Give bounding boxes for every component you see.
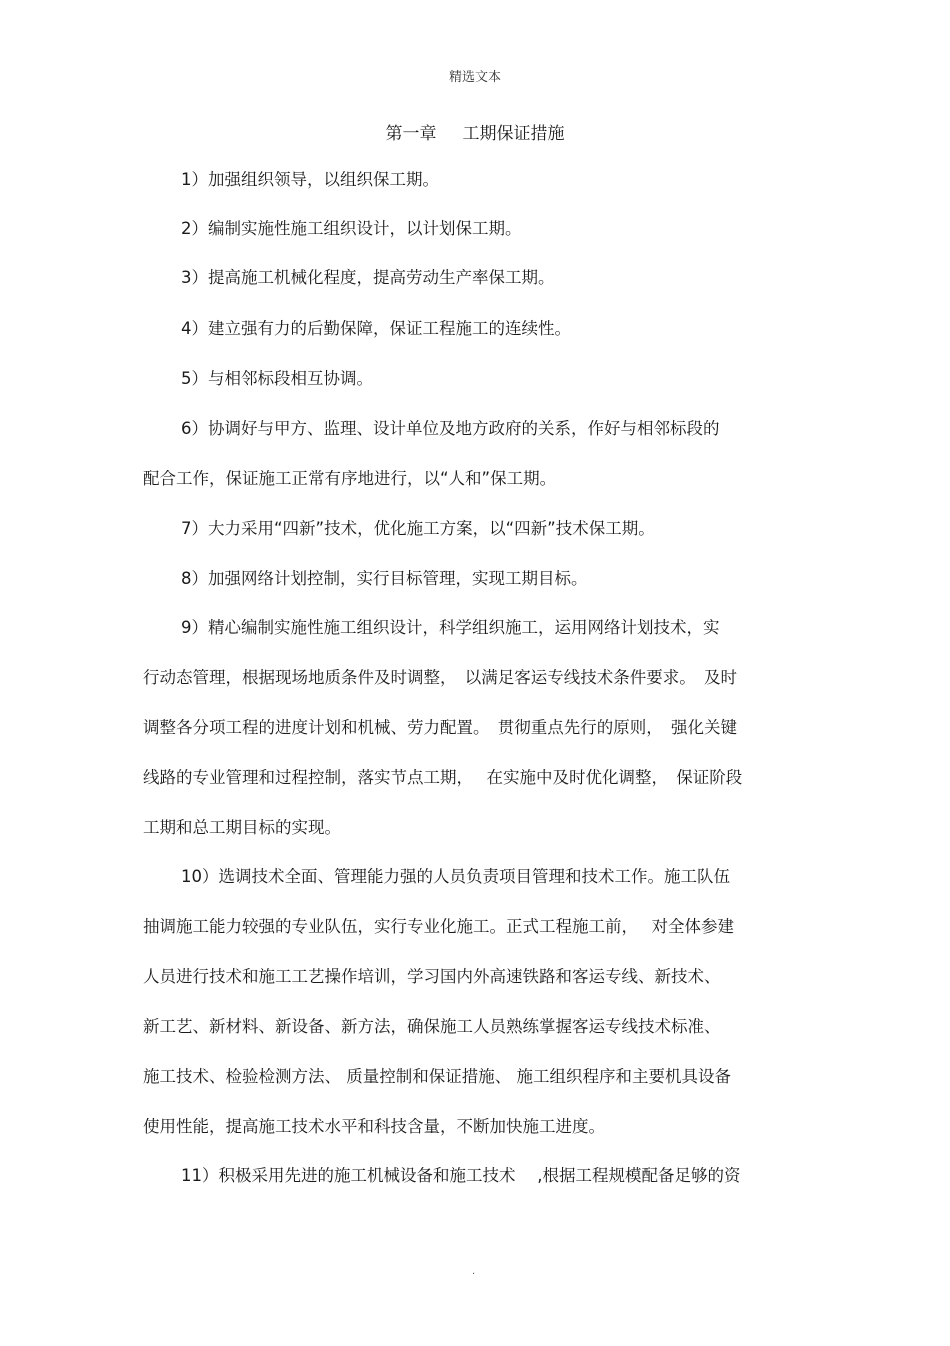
paragraph-line: 使用性能，提高施工技术水平和科技含量，不断加快施工进度。	[143, 1117, 605, 1136]
page-header: 精选文本	[448, 70, 501, 85]
paragraph-line: 10）选调技术全面、管理能力强的人员负责项目管理和技术工作。施工队伍	[181, 867, 730, 886]
paragraph-line: 3）提高施工机械化程度，提高劳动生产率保工期。	[181, 268, 555, 287]
paragraph-line: 2）编制实施性施工组织设计，以计划保工期。	[181, 219, 522, 238]
paragraph-line: 工期和总工期目标的实现。	[143, 818, 341, 837]
paragraph-line: 配合工作，保证施工正常有序地进行，以“人和”保工期。	[143, 469, 557, 488]
paragraph-line: 9）精心编制实施性施工组织设计，科学组织施工，运用网络计划技术，实	[181, 618, 720, 637]
paragraph-line: 抽调施工能力较强的专业队伍，实行专业化施工。正式工程施工前， 对全体参建	[143, 917, 734, 936]
paragraph-line: 线路的专业管理和过程控制，落实节点工期， 在实施中及时优化调整， 保证阶段	[143, 768, 743, 787]
paragraph-line: 5）与相邻标段相互协调。	[181, 369, 373, 388]
paragraph-line: 人员进行技术和施工工艺操作培训，学习国内外高速铁路和客运专线、新技术、	[143, 967, 721, 986]
paragraph-line: 调整各分项工程的进度计划和机械、劳力配置。 贯彻重点先行的原则， 强化关键	[143, 718, 737, 737]
paragraph-line: 6）协调好与甲方、监理、设计单位及地方政府的关系，作好与相邻标段的	[181, 419, 720, 438]
paragraph-line: 1）加强组织领导，以组织保工期。	[181, 170, 439, 189]
paragraph-line: 7）大力采用“四新”技术，优化施工方案，以“四新”技术保工期。	[181, 519, 655, 538]
paragraph-line: 11）积极采用先进的施工机械设备和施工技术 ,根据工程规模配备足够的资	[181, 1166, 741, 1185]
chapter-name: 工期保证措施	[462, 124, 565, 144]
chapter-title	[0, 119, 950, 144]
page-footer: .	[472, 1266, 476, 1277]
paragraph-line: 新工艺、新材料、新设备、新方法，确保施工人员熟练掌握客运专线技术标准、	[143, 1017, 721, 1036]
chapter-number: 第一章	[385, 124, 437, 144]
paragraph-line: 施工技术、检验检测方法、 质量控制和保证措施、 施工组织程序和主要机具设备	[143, 1067, 731, 1086]
paragraph-line: 8）加强网络计划控制，实行目标管理，实现工期目标。	[181, 569, 588, 588]
paragraph-line: 4）建立强有力的后勤保障，保证工程施工的连续性。	[181, 319, 571, 338]
paragraph-line: 行动态管理，根据现场地质条件及时调整， 以满足客运专线技术条件要求。 及时	[143, 668, 737, 687]
